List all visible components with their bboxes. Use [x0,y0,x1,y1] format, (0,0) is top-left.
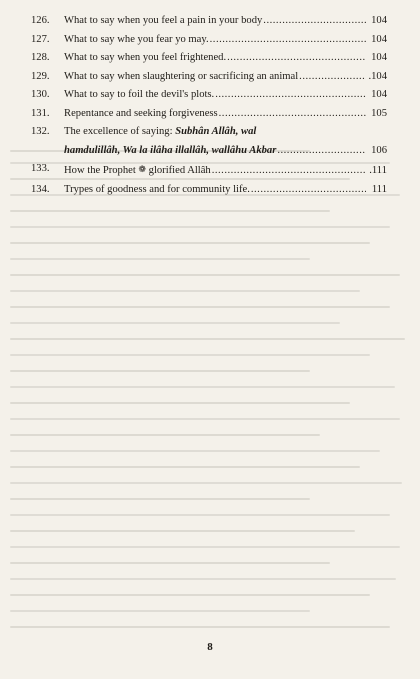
toc-entry[interactable] [31,12,387,31]
dot-leader [210,31,366,50]
entry-title-transliteration: Subhân Allâh, wal [175,126,257,137]
dot-leader [227,49,366,68]
toc-entry[interactable] [31,49,387,68]
entry-page-number: 104 [371,89,387,100]
dot-leader [277,142,366,161]
toc-entry[interactable] [31,31,387,50]
dot-leader [299,68,366,87]
entry-title: What to say when you feel frightened. [64,52,227,63]
entry-title: What to say to foil the devil's plots. [64,89,215,100]
entry-page-number: 105 [371,107,387,119]
entry-page-number: 104 [371,52,387,63]
entry-title: How the Prophet [64,165,139,176]
entry-page-number: .111 [369,165,387,176]
dot-leader [212,162,366,181]
dot-leader [263,12,366,31]
toc-entry[interactable] [31,105,387,124]
dot-leader [251,181,366,200]
dot-leader [215,86,366,105]
entry-title: What to say when slaughtering or sacrificing an animal [64,70,299,82]
entry-title-end: glorified Allâh [146,165,211,176]
toc-entry[interactable] [31,68,387,87]
toc-entry[interactable] [31,123,387,160]
entry-page-number: 104 [371,33,387,45]
dot-leader [219,105,366,124]
entry-title: What to say when you feel a pain in your body [64,15,263,26]
entry-page-number: 104 [371,15,387,26]
toc-entry[interactable] [31,160,387,181]
entry-number: 130. [31,89,50,100]
entry-number: 134. [31,183,50,195]
entry-title: Trypes of goodness and for community life. [64,183,250,195]
entry-number: 133. [31,163,50,174]
toc-entry[interactable] [31,181,387,200]
entry-number: 131. [31,107,50,119]
toc-entry[interactable] [31,86,387,105]
table-of-contents [31,12,387,199]
entry-title-line1: The excellence of saying: [64,126,176,137]
entry-page-number: 106 [371,144,387,156]
entry-number: 127. [31,33,50,45]
honorific-icon: ❁ [138,164,146,174]
entry-page-number: .104 [368,70,387,82]
entry-title: Repentance and seeking forgiveness [64,107,218,119]
entry-title: What to say whe you fear yo may. [64,33,209,45]
entry-number: 132. [31,126,50,137]
entry-number: 129. [31,70,50,82]
entry-page-number: 111 [371,183,387,195]
page-number: 8 [207,641,213,653]
entry-title-line2: hamdulillâh, Wa la ilâha illallâh, wallâhu Akbar [64,144,277,156]
entry-number: 128. [31,52,50,63]
bleed-through-text [6,148,414,648]
entry-number: 126. [31,15,50,26]
